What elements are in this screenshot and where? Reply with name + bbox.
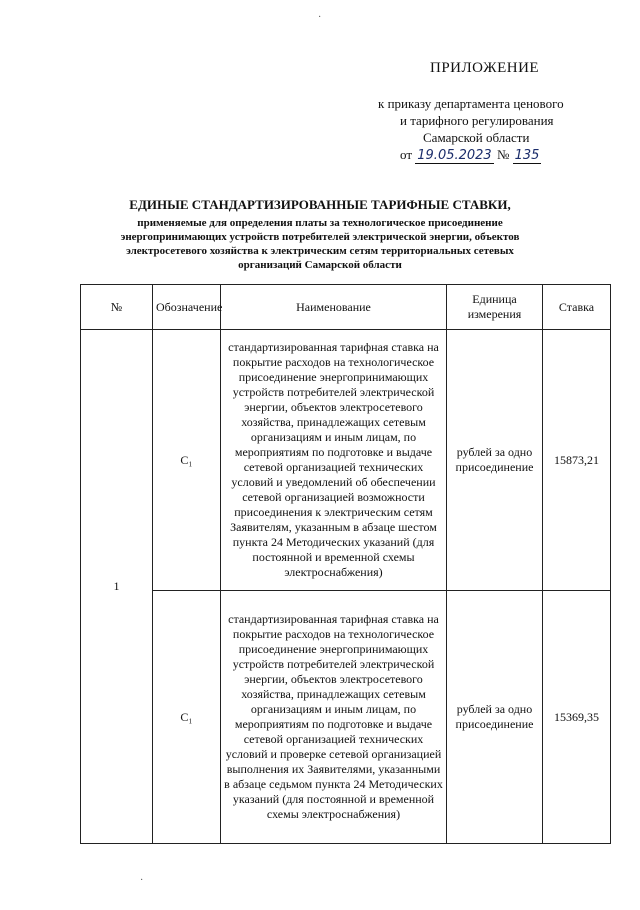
appendix-line-2: и тарифного регулирования xyxy=(400,113,554,128)
header-name: Наименование xyxy=(221,285,447,330)
unit-cell: рублей за одно присоединение xyxy=(447,330,543,591)
scan-speck: · xyxy=(140,875,144,886)
unit-cell: рублей за одно присоединение xyxy=(447,591,543,844)
rate-cell: 15873,21 xyxy=(543,330,611,591)
header-rate: Ставка xyxy=(543,285,611,330)
date-prefix: от xyxy=(400,147,413,162)
header-designation: Обозначение xyxy=(153,285,221,330)
heading-subtitle-4: организаций Самарской области xyxy=(238,259,402,271)
order-date: 19.05.2023 xyxy=(417,148,492,163)
heading-subtitle-2: энергопринимающих устройств потребителей электрической энергии, объектов xyxy=(120,231,520,243)
order-date-line xyxy=(400,147,541,163)
appendix-line-3: Самарской области xyxy=(423,130,530,145)
table-header-row xyxy=(81,285,611,330)
name-cell: стандартизированная тарифная ставка на покрытие расходов на технологическое присоединение энергопринимающих устройств потребителей электрической энергии, объектов электросетевого хозяйства, принадлежащих сетевым организациям и иным лицам, по мероприятиям по подготовке и выдаче сетевой организацией технических условий и уведомлений об обеспечении сетевой организацией возможности присоединения к электрическим сетям Заявителям, указанным в абзаце шестом пункта 24 Методических указаний (для постоянной и временной схемы электроснабжения) xyxy=(221,330,447,591)
heading-title: ЕДИНЫЕ СТАНДАРТИЗИРОВАННЫЕ ТАРИФНЫЕ СТАВКИ, xyxy=(129,197,511,212)
order-number: 135 xyxy=(514,148,540,163)
heading-subtitle-1: применяемые для определения платы за технологическое присоединение xyxy=(137,217,503,229)
header-num: № xyxy=(81,285,153,330)
tariff-table xyxy=(80,284,611,844)
designation-cell: C₁ xyxy=(153,591,221,844)
header-unit: Единица измерения xyxy=(447,285,543,330)
number-sign: № xyxy=(496,147,510,162)
name-cell: стандартизированная тарифная ставка на покрытие расходов на технологическое присоединение энергопринимающих устройств потребителей электрической энергии, объектов электросетевого хозяйства, принадлежащих сетевым организациям и иным лицам, по мероприятиям по подготовке и выдаче сетевой организацией технических условий и проверке сетевой организацией выполнения их Заявителями, указанными в абзаце седьмом пункта 24 Методических указаний (для постоянной и временной схемы электроснабжения) xyxy=(221,591,447,844)
rate-cell: 15369,35 xyxy=(543,591,611,844)
designation-cell: C₁ xyxy=(153,330,221,591)
document-heading xyxy=(90,197,550,272)
scan-speck: · xyxy=(318,12,322,23)
table-row xyxy=(81,330,611,591)
appendix-title: ПРИЛОЖЕНИЕ xyxy=(430,60,540,76)
appendix-line-1: к приказу департамента ценового xyxy=(378,96,564,111)
group-number: 1 xyxy=(81,330,153,844)
heading-subtitle-3: электросетевого хозяйства к электрическим сетям территориальных сетевых xyxy=(126,245,514,257)
table-row xyxy=(81,591,611,844)
